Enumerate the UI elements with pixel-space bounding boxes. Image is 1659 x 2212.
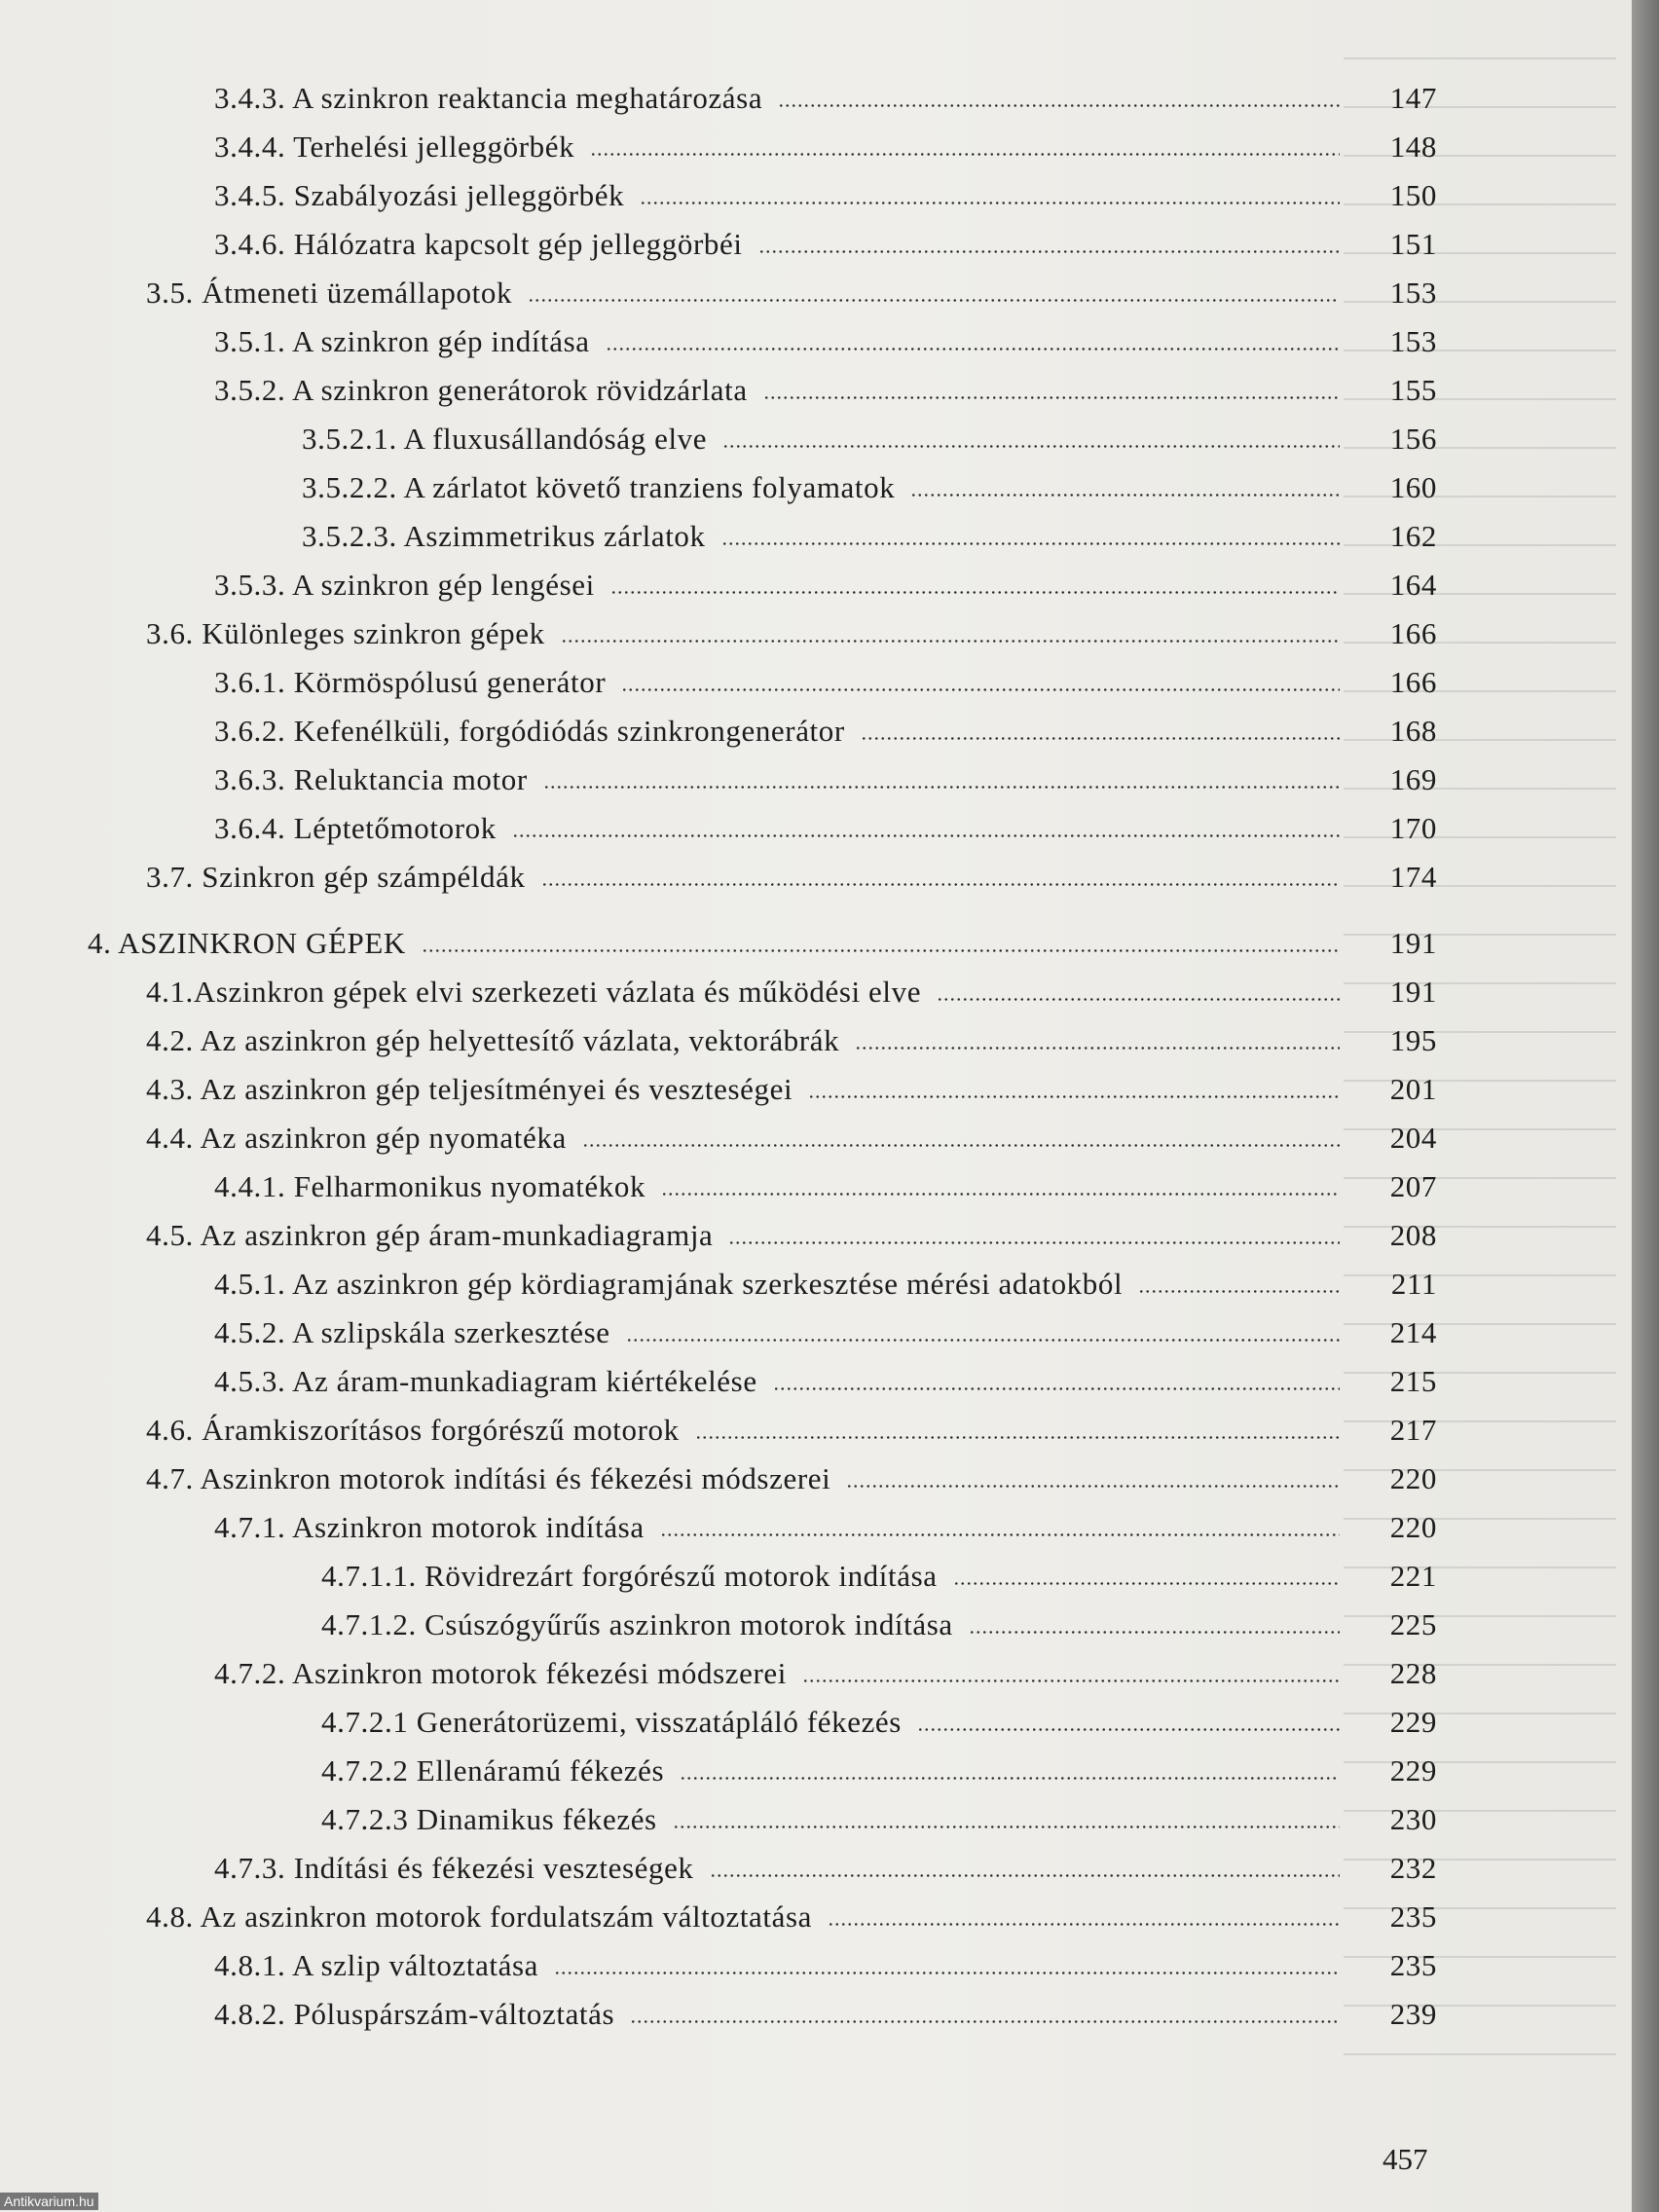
toc-entry-title: 4.7.1.2. Csúszógyűrűs aszinkron motorok indítása: [321, 1607, 953, 1641]
toc-entry-title: 4.6. Áramkiszorításos forgórészű motorok: [146, 1413, 680, 1447]
toc-entry-page: 169: [1389, 762, 1437, 796]
toc-entry-page: 191: [1389, 926, 1437, 960]
toc-entry: [0, 860, 1632, 899]
toc-entry: [0, 1802, 1632, 1841]
toc-entry-title: 4.7.2.3 Dinamikus fékezés: [321, 1802, 657, 1836]
toc-entry-page: 217: [1389, 1413, 1437, 1447]
toc-entry: [0, 1510, 1632, 1549]
toc-entry-page: 229: [1389, 1705, 1437, 1739]
toc-entry: [0, 1705, 1632, 1744]
toc-entry-page: 166: [1389, 665, 1437, 699]
toc-entry: [0, 324, 1632, 363]
toc-leader-dots: [606, 324, 1340, 363]
toc-leader-dots: [828, 1899, 1340, 1938]
toc-entry: [0, 616, 1632, 655]
toc-entry-title: 3.5.3. A szinkron gép lengései: [214, 568, 595, 602]
toc-leader-dots: [640, 178, 1340, 217]
toc-leader-dots: [554, 1948, 1340, 1987]
toc-entry-page: 235: [1389, 1899, 1437, 1934]
toc-entry: [0, 1121, 1632, 1160]
toc-entry: [0, 422, 1632, 461]
toc-entry-title: 3.6.1. Körmöspólusú generátor: [214, 665, 607, 699]
toc-leader-dots: [778, 81, 1340, 120]
toc-entry-title: 4.5.3. Az áram-munkadiagram kiértékelése: [214, 1364, 757, 1398]
toc-entry-page: 211: [1390, 1267, 1437, 1301]
toc-entry-title: 3.4.6. Hálózatra kapcsolt gép jelleggörbéi: [214, 227, 743, 261]
toc-entry-page: 166: [1389, 616, 1437, 650]
toc-entry-title: 4.7.2.2 Ellenáramú fékezés: [321, 1753, 665, 1788]
toc-entry-title: 3.4.3. A szinkron reaktancia meghatározása: [214, 81, 763, 115]
toc-leader-dots: [722, 422, 1340, 461]
toc-entry-page: 156: [1389, 422, 1437, 456]
toc-entry-title: 4.7.3. Indítási és fékezési veszteségek: [214, 1851, 694, 1885]
toc-entry-page: 204: [1389, 1121, 1437, 1155]
toc-entry: [0, 568, 1632, 607]
toc-entry: [0, 1023, 1632, 1062]
toc-entry-title: 3.5.2. A szinkron generátorok rövidzárlata: [214, 373, 748, 407]
watermark: Antikvarium.hu: [0, 2193, 98, 2210]
toc-entry: [0, 1851, 1632, 1890]
toc-entry-page: 228: [1389, 1656, 1437, 1690]
toc-entry-page: 170: [1389, 811, 1437, 845]
toc-entry: [0, 1267, 1632, 1306]
toc-entry: [0, 975, 1632, 1014]
toc-entry: [0, 1899, 1632, 1938]
toc-entry: [0, 373, 1632, 412]
toc-entry-page: 160: [1389, 470, 1437, 504]
toc-entry: [0, 1218, 1632, 1257]
toc-entry-title: 4.4.1. Felharmonikus nyomatékok: [214, 1169, 646, 1203]
toc-entry: [0, 1559, 1632, 1598]
toc-entry-title: 4.7.1.1. Rövidrezárt forgórészű motorok indítása: [321, 1559, 938, 1593]
toc-entry-title: 4.3. Az aszinkron gép teljesítményei és veszteségei: [146, 1072, 793, 1106]
toc-entry-page: 220: [1389, 1461, 1437, 1495]
toc-entry-page: 174: [1389, 860, 1437, 894]
page-number: 457: [1382, 2142, 1428, 2176]
toc-entry-title: 3.6.2. Kefenélküli, forgódiódás szinkrongenerátor: [214, 714, 845, 748]
toc-leader-dots: [953, 1559, 1340, 1598]
toc-leader-dots: [861, 714, 1340, 753]
toc-entry: [0, 714, 1632, 753]
toc-entry: [0, 1607, 1632, 1646]
toc-leader-dots: [808, 1072, 1340, 1111]
toc-leader-dots: [626, 1315, 1340, 1354]
toc-entry-title: 4.1.Aszinkron gépek elvi szerkezeti vázlata és működési elve: [146, 975, 922, 1009]
toc-leader-dots: [1138, 1267, 1340, 1306]
toc-entry-title: 3.5.2.1. A fluxusállandóság elve: [302, 422, 708, 456]
toc-leader-dots: [802, 1656, 1340, 1695]
toc-entry: [0, 762, 1632, 801]
toc-leader-dots: [660, 1510, 1340, 1549]
page-edge: [1632, 0, 1659, 2212]
toc-leader-dots: [695, 1413, 1340, 1452]
toc-entry-title: 3.6.4. Léptetőmotorok: [214, 811, 497, 845]
toc-entry-page: 201: [1389, 1072, 1437, 1106]
toc-entry: [0, 1656, 1632, 1695]
toc-leader-dots: [910, 470, 1340, 509]
toc-entry-page: 153: [1389, 324, 1437, 358]
toc-entry-title: 4.8.2. Póluspárszám-változtatás: [214, 1997, 615, 2031]
toc-leader-dots: [763, 373, 1340, 412]
toc-leader-dots: [969, 1607, 1340, 1646]
toc-entry-title: 3.7. Szinkron gép számpéldák: [146, 860, 526, 894]
toc-entry-page: 229: [1389, 1753, 1437, 1788]
toc-entry-page: 151: [1389, 227, 1437, 261]
toc-entry-title: 4.5.2. A szlipskála szerkesztése: [214, 1315, 610, 1349]
toc-entry-title: 4.7.2. Aszinkron motorok fékezési módszerei: [214, 1656, 787, 1690]
toc-entry-page: 221: [1389, 1559, 1437, 1593]
toc-leader-dots: [673, 1802, 1340, 1841]
toc-leader-dots: [937, 975, 1340, 1014]
toc-entry: [0, 81, 1632, 120]
toc-entry: [0, 178, 1632, 217]
toc-entry-title: 3.5.2.3. Aszimmetrikus zárlatok: [302, 519, 706, 553]
toc-entry-page: 230: [1389, 1802, 1437, 1836]
toc-leader-dots: [582, 1121, 1340, 1160]
toc-entry-page: 208: [1389, 1218, 1437, 1252]
toc-entry-page: 239: [1389, 1997, 1437, 2031]
toc-entry-page: 191: [1389, 975, 1437, 1009]
toc-entry: [0, 1461, 1632, 1500]
toc-entry-title: 3.5. Átmeneti üzemállapotok: [146, 276, 513, 310]
toc-entry: [0, 129, 1632, 168]
toc-leader-dots: [846, 1461, 1340, 1500]
toc-entry-title: 4.7. Aszinkron motorok indítási és fékezési módszerei: [146, 1461, 831, 1495]
toc-entry-title: 4.2. Az aszinkron gép helyettesítő vázlata, vektorábrák: [146, 1023, 840, 1057]
toc-entry-title: 4.8.1. A szlip változtatása: [214, 1948, 539, 1982]
toc-entry-page: 153: [1389, 276, 1437, 310]
toc-entry-page: 150: [1389, 178, 1437, 212]
toc-leader-dots: [561, 616, 1340, 655]
toc-entry-page: 195: [1389, 1023, 1437, 1057]
toc-entry: [0, 227, 1632, 266]
toc-entry: [0, 1997, 1632, 2036]
toc-leader-dots: [721, 519, 1340, 558]
toc-entry-page: 147: [1389, 81, 1437, 115]
toc-entry-page: 207: [1389, 1169, 1437, 1203]
toc-leader-dots: [758, 227, 1340, 266]
toc-entry: [0, 1364, 1632, 1403]
toc-entry-page: 232: [1389, 1851, 1437, 1885]
toc-entry-title: 4.7.2.1 Generátorüzemi, visszatápláló fékezés: [321, 1705, 902, 1739]
toc-entry: [0, 1948, 1632, 1987]
toc-entry: [0, 470, 1632, 509]
toc-entry: [0, 519, 1632, 558]
toc-leader-dots: [512, 811, 1340, 850]
toc-entry-title: 4.4. Az aszinkron gép nyomatéka: [146, 1121, 567, 1155]
toc-entry-page: 225: [1389, 1607, 1437, 1641]
toc-entry-title: 3.6.3. Reluktancia motor: [214, 762, 528, 796]
toc-entry-title: 4.5.1. Az aszinkron gép kördiagramjának szerkesztése mérési adatokból: [214, 1267, 1124, 1301]
toc-entry: [0, 1315, 1632, 1354]
toc-entry-page: 148: [1389, 129, 1437, 164]
toc-entry-title: 3.5.1. A szinkron gép indítása: [214, 324, 590, 358]
toc-leader-dots: [543, 762, 1340, 801]
toc-entry-title: 4. ASZINKRON GÉPEK: [88, 926, 406, 960]
toc-entry-title: 3.4.4. Terhelési jelleggörbék: [214, 129, 575, 164]
toc-entry-page: 235: [1389, 1948, 1437, 1982]
toc-entry-title: 3.4.5. Szabályozási jelleggörbék: [214, 178, 625, 212]
toc-entry-title: 4.5. Az aszinkron gép áram-munkadiagramja: [146, 1218, 714, 1252]
toc-leader-dots: [661, 1169, 1340, 1208]
toc-entry: [0, 665, 1632, 704]
toc-leader-dots: [541, 860, 1340, 899]
toc-leader-dots: [710, 1851, 1340, 1890]
toc-leader-dots: [630, 1997, 1340, 2036]
toc-entry: [0, 1413, 1632, 1452]
toc-entry-title: 3.5.2.2. A zárlatot követő tranziens folyamatok: [302, 470, 896, 504]
toc-entry-page: 162: [1389, 519, 1437, 553]
toc-leader-dots: [621, 665, 1340, 704]
toc-entry: [0, 276, 1632, 314]
toc-leader-dots: [855, 1023, 1340, 1062]
toc-leader-dots: [590, 129, 1340, 168]
toc-entry-page: 155: [1389, 373, 1437, 407]
toc-leader-dots: [422, 926, 1340, 965]
toc-leader-dots: [917, 1705, 1340, 1744]
toc-entry: [0, 811, 1632, 850]
toc-leader-dots: [773, 1364, 1340, 1403]
toc-entry-page: 215: [1389, 1364, 1437, 1398]
toc-entry: [0, 1072, 1632, 1111]
toc-leader-dots: [680, 1753, 1340, 1792]
toc-entry-page: 168: [1389, 714, 1437, 748]
toc-entry-page: 164: [1389, 568, 1437, 602]
toc-entry-title: 3.6. Különleges szinkron gépek: [146, 616, 545, 650]
toc-entry-page: 220: [1389, 1510, 1437, 1544]
toc-leader-dots: [610, 568, 1340, 607]
toc-entry: [0, 926, 1632, 965]
toc-entry-title: 4.8. Az aszinkron motorok fordulatszám változtatása: [146, 1899, 812, 1934]
toc-leader-dots: [728, 1218, 1340, 1257]
toc-entry: [0, 1169, 1632, 1208]
toc-entry-title: 4.7.1. Aszinkron motorok indítása: [214, 1510, 645, 1544]
toc-entry: [0, 1753, 1632, 1792]
toc-entry-page: 214: [1389, 1315, 1437, 1349]
toc-leader-dots: [528, 276, 1340, 314]
